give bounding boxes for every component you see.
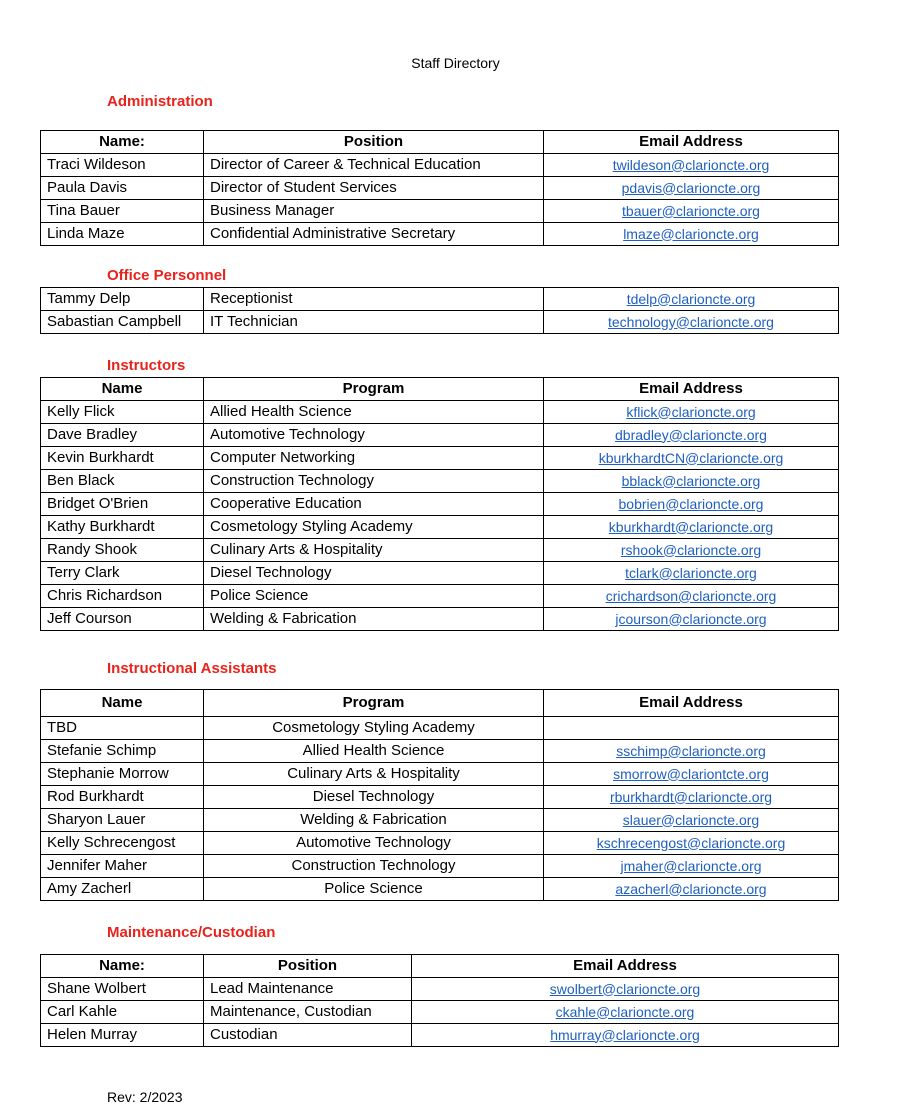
name-cell: Stefanie Schimp [41, 740, 204, 763]
email-link[interactable]: tdelp@clarioncte.org [626, 290, 756, 307]
section-heading-instructors: Instructors [107, 357, 186, 374]
column-header-name: Name: [41, 955, 204, 978]
role-cell: Diesel Technology [204, 562, 544, 585]
name-cell: Jeff Courson [41, 608, 204, 631]
instructional-assistants-table [40, 689, 839, 901]
role-cell: Automotive Technology [204, 424, 544, 447]
email-cell [544, 424, 839, 447]
email-cell [544, 154, 839, 177]
email-link[interactable]: ckahle@clarioncte.org [555, 1003, 695, 1020]
name-cell: TBD [41, 717, 204, 740]
email-link[interactable]: tbauer@clarioncte.org [622, 202, 760, 219]
table-row [41, 608, 839, 631]
name-cell: Shane Wolbert [41, 978, 204, 1001]
name-cell: Randy Shook [41, 539, 204, 562]
email-link[interactable]: crichardson@clarioncte.org [605, 587, 777, 604]
name-cell: Terry Clark [41, 562, 204, 585]
role-cell: Culinary Arts & Hospitality [204, 539, 544, 562]
email-link[interactable]: slauer@clarioncte.org [622, 811, 760, 828]
name-cell: Kevin Burkhardt [41, 447, 204, 470]
table-row [41, 562, 839, 585]
email-link[interactable]: bblack@clarioncte.org [621, 472, 761, 489]
email-cell [544, 516, 839, 539]
column-header-name: Name: [41, 131, 204, 154]
name-cell: Carl Kahle [41, 1001, 204, 1024]
role-cell: Lead Maintenance [204, 978, 412, 1001]
email-link[interactable]: hmurray@clarioncte.org [550, 1026, 700, 1043]
email-cell [544, 763, 839, 786]
section-heading-office-personnel: Office Personnel [107, 267, 227, 284]
revision-note: Rev: 2/2023 [107, 1089, 183, 1105]
role-cell: Business Manager [204, 200, 544, 223]
table-header-row [41, 131, 839, 154]
role-cell: Allied Health Science [204, 401, 544, 424]
role-cell: Welding & Fabrication [204, 608, 544, 631]
maintenance-custodian-table [40, 954, 839, 1047]
column-header-name: Name [41, 690, 204, 717]
name-cell: Jennifer Maher [41, 855, 204, 878]
name-cell: Tammy Delp [41, 288, 204, 311]
role-cell: Computer Networking [204, 447, 544, 470]
table-row [41, 424, 839, 447]
email-cell [544, 562, 839, 585]
email-link[interactable]: twildeson@clarioncte.org [612, 156, 770, 173]
email-link[interactable]: jcourson@clarioncte.org [615, 610, 767, 627]
table-row [41, 585, 839, 608]
section-heading-instructional-assistants: Instructional Assistants [107, 660, 277, 677]
table-row [41, 740, 839, 763]
table-row [41, 878, 839, 901]
table-row [41, 177, 839, 200]
column-header-email: Email Address [412, 955, 839, 978]
role-cell: Director of Student Services [204, 177, 544, 200]
table-row [41, 223, 839, 246]
email-cell [412, 1024, 839, 1047]
role-cell: Diesel Technology [204, 786, 544, 809]
name-cell: Helen Murray [41, 1024, 204, 1047]
email-cell [544, 809, 839, 832]
column-header-position: Position [204, 955, 412, 978]
role-cell: Maintenance, Custodian [204, 1001, 412, 1024]
email-cell [544, 855, 839, 878]
column-header-email: Email Address [544, 690, 839, 717]
email-cell [544, 223, 839, 246]
name-cell: Kelly Schrecengost [41, 832, 204, 855]
name-cell: Traci Wildeson [41, 154, 204, 177]
table-row [41, 717, 839, 740]
column-header-email: Email Address [544, 378, 839, 401]
name-cell: Bridget O'Brien [41, 493, 204, 516]
email-cell [544, 470, 839, 493]
instructors-table [40, 377, 839, 631]
email-cell [544, 786, 839, 809]
email-link[interactable]: rburkhardt@clarioncte.org [609, 788, 773, 805]
section-heading-maintenance-custodian: Maintenance/Custodian [107, 924, 276, 941]
table-header-row [41, 690, 839, 717]
table-row [41, 763, 839, 786]
name-cell: Paula Davis [41, 177, 204, 200]
table-row [41, 1001, 839, 1024]
name-cell: Linda Maze [41, 223, 204, 246]
name-cell: Chris Richardson [41, 585, 204, 608]
email-link[interactable]: smorrow@clariontcte.org [613, 765, 769, 782]
name-cell: Sabastian Campbell [41, 311, 204, 334]
email-link[interactable]: pdavis@clarioncte.org [621, 179, 761, 196]
name-cell: Kelly Flick [41, 401, 204, 424]
column-header-email: Email Address [544, 131, 839, 154]
email-cell [544, 878, 839, 901]
email-cell [412, 978, 839, 1001]
email-link[interactable]: azacherl@clarioncte.org [615, 880, 767, 897]
email-cell [544, 200, 839, 223]
name-cell: Kathy Burkhardt [41, 516, 204, 539]
table-row [41, 493, 839, 516]
role-cell: Confidential Administrative Secretary [204, 223, 544, 246]
table-row [41, 978, 839, 1001]
table-header-row [41, 378, 839, 401]
name-cell: Amy Zacherl [41, 878, 204, 901]
email-cell [544, 447, 839, 470]
role-cell: Welding & Fabrication [204, 809, 544, 832]
email-cell [544, 539, 839, 562]
email-cell [544, 288, 839, 311]
email-cell [544, 311, 839, 334]
column-header-program: Program [204, 690, 544, 717]
email-cell [544, 717, 839, 740]
name-cell: Ben Black [41, 470, 204, 493]
email-cell [544, 740, 839, 763]
name-cell: Dave Bradley [41, 424, 204, 447]
column-header-name: Name [41, 378, 204, 401]
email-cell [544, 401, 839, 424]
name-cell: Tina Bauer [41, 200, 204, 223]
table-row [41, 288, 839, 311]
name-cell: Rod Burkhardt [41, 786, 204, 809]
email-link[interactable]: sschimp@clarioncte.org [616, 742, 766, 759]
email-link[interactable]: kburkhardtCN@clarioncte.org [598, 449, 784, 466]
table-row [41, 401, 839, 424]
email-link[interactable]: bobrien@clarioncte.org [618, 495, 764, 512]
column-header-position: Position [204, 131, 544, 154]
name-cell: Stephanie Morrow [41, 763, 204, 786]
table-row [41, 855, 839, 878]
table-row [41, 809, 839, 832]
table-row [41, 832, 839, 855]
email-link[interactable]: technology@clarioncte.org [608, 313, 774, 330]
email-cell [544, 177, 839, 200]
email-link[interactable]: kburkhardt@clarioncte.org [608, 518, 774, 535]
role-cell: Police Science [204, 878, 544, 901]
table-row [41, 470, 839, 493]
column-header-program: Program [204, 378, 544, 401]
table-row [41, 154, 839, 177]
email-link[interactable]: lmaze@clarioncte.org [623, 225, 759, 242]
email-link[interactable]: swolbert@clarioncte.org [549, 980, 701, 997]
role-cell: Cosmetology Styling Academy [204, 516, 544, 539]
email-cell [544, 493, 839, 516]
table-row [41, 1024, 839, 1047]
email-cell [544, 832, 839, 855]
role-cell: Culinary Arts & Hospitality [204, 763, 544, 786]
role-cell: IT Technician [204, 311, 544, 334]
email-link[interactable]: kschrecengost@clarioncte.org [596, 834, 786, 851]
role-cell: Construction Technology [204, 470, 544, 493]
role-cell: Cooperative Education [204, 493, 544, 516]
table-header-row [41, 955, 839, 978]
email-cell [544, 585, 839, 608]
name-cell: Sharyon Lauer [41, 809, 204, 832]
page-title: Staff Directory [411, 55, 500, 71]
email-link[interactable]: rshook@clarioncte.org [620, 541, 762, 558]
section-heading-administration: Administration [107, 93, 213, 110]
table-row [41, 786, 839, 809]
role-cell: Director of Career & Technical Education [204, 154, 544, 177]
email-cell [412, 1001, 839, 1024]
office-personnel-table [40, 287, 839, 334]
table-row [41, 516, 839, 539]
email-link[interactable]: dbradley@clarioncte.org [615, 426, 767, 443]
role-cell: Police Science [204, 585, 544, 608]
email-cell [544, 608, 839, 631]
administration-table [40, 130, 839, 246]
table-row [41, 311, 839, 334]
table-row [41, 539, 839, 562]
role-cell: Automotive Technology [204, 832, 544, 855]
table-row [41, 200, 839, 223]
email-link[interactable]: kflick@clarioncte.org [626, 403, 756, 420]
email-link[interactable]: tclark@clarioncte.org [625, 564, 757, 581]
email-link[interactable]: jmaher@clarioncte.org [620, 857, 762, 874]
table-row [41, 447, 839, 470]
role-cell: Custodian [204, 1024, 412, 1047]
role-cell: Construction Technology [204, 855, 544, 878]
role-cell: Cosmetology Styling Academy [204, 717, 544, 740]
role-cell: Allied Health Science [204, 740, 544, 763]
role-cell: Receptionist [204, 288, 544, 311]
